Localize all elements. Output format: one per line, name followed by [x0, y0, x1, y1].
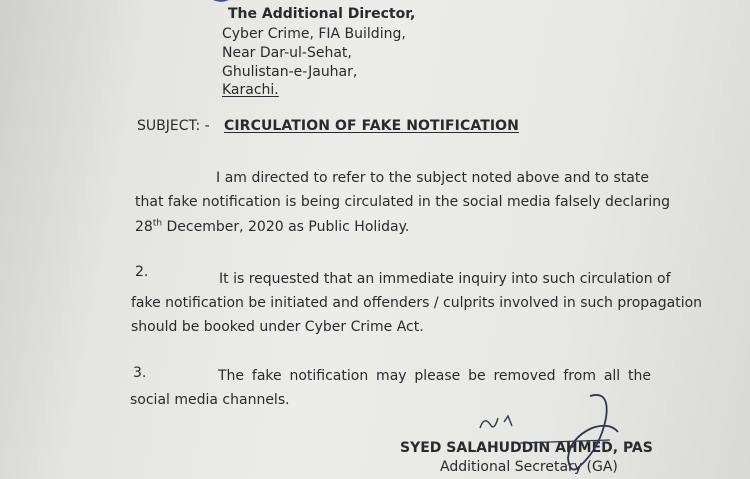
- signatory-title: Additional Secretary (GA): [440, 459, 618, 475]
- recipient-title: The Additional Director,: [228, 6, 416, 22]
- address-line: Karachi.: [222, 82, 279, 98]
- subject-label: SUBJECT: -: [137, 118, 210, 134]
- signatory-name: SYED SALAHUDDIN AHMED, PAS: [400, 440, 653, 456]
- paragraph-number: 3.: [133, 365, 147, 381]
- paragraph-line: that fake notification is being circulated in the social media falsely declaring: [135, 194, 671, 210]
- paragraph-line: 28th December, 2020 as Public Holiday.: [135, 218, 410, 235]
- paragraph-line: I am directed to refer to the subject noted above and to state: [216, 170, 649, 186]
- paragraph-line: It is requested that an immediate inquiry into such circulation of: [219, 271, 671, 287]
- paragraph-line: should be booked under Cyber Crime Act.: [131, 319, 424, 335]
- paragraph-line: social media channels.: [130, 392, 290, 408]
- address-line: Cyber Crime, FIA Building,: [222, 26, 406, 42]
- paragraph-line: fake notification be initiated and offenders / culprits involved in such propagation: [131, 295, 703, 311]
- subject-text: CIRCULATION OF FAKE NOTIFICATION: [224, 118, 519, 134]
- address-line: Near Dar-ul-Sehat,: [222, 45, 352, 61]
- paragraph-number: 2.: [135, 264, 149, 280]
- address-line: Ghulistan-e-Jauhar,: [222, 64, 358, 80]
- paragraph-line: The fake notification may please be removed from all the: [218, 368, 651, 384]
